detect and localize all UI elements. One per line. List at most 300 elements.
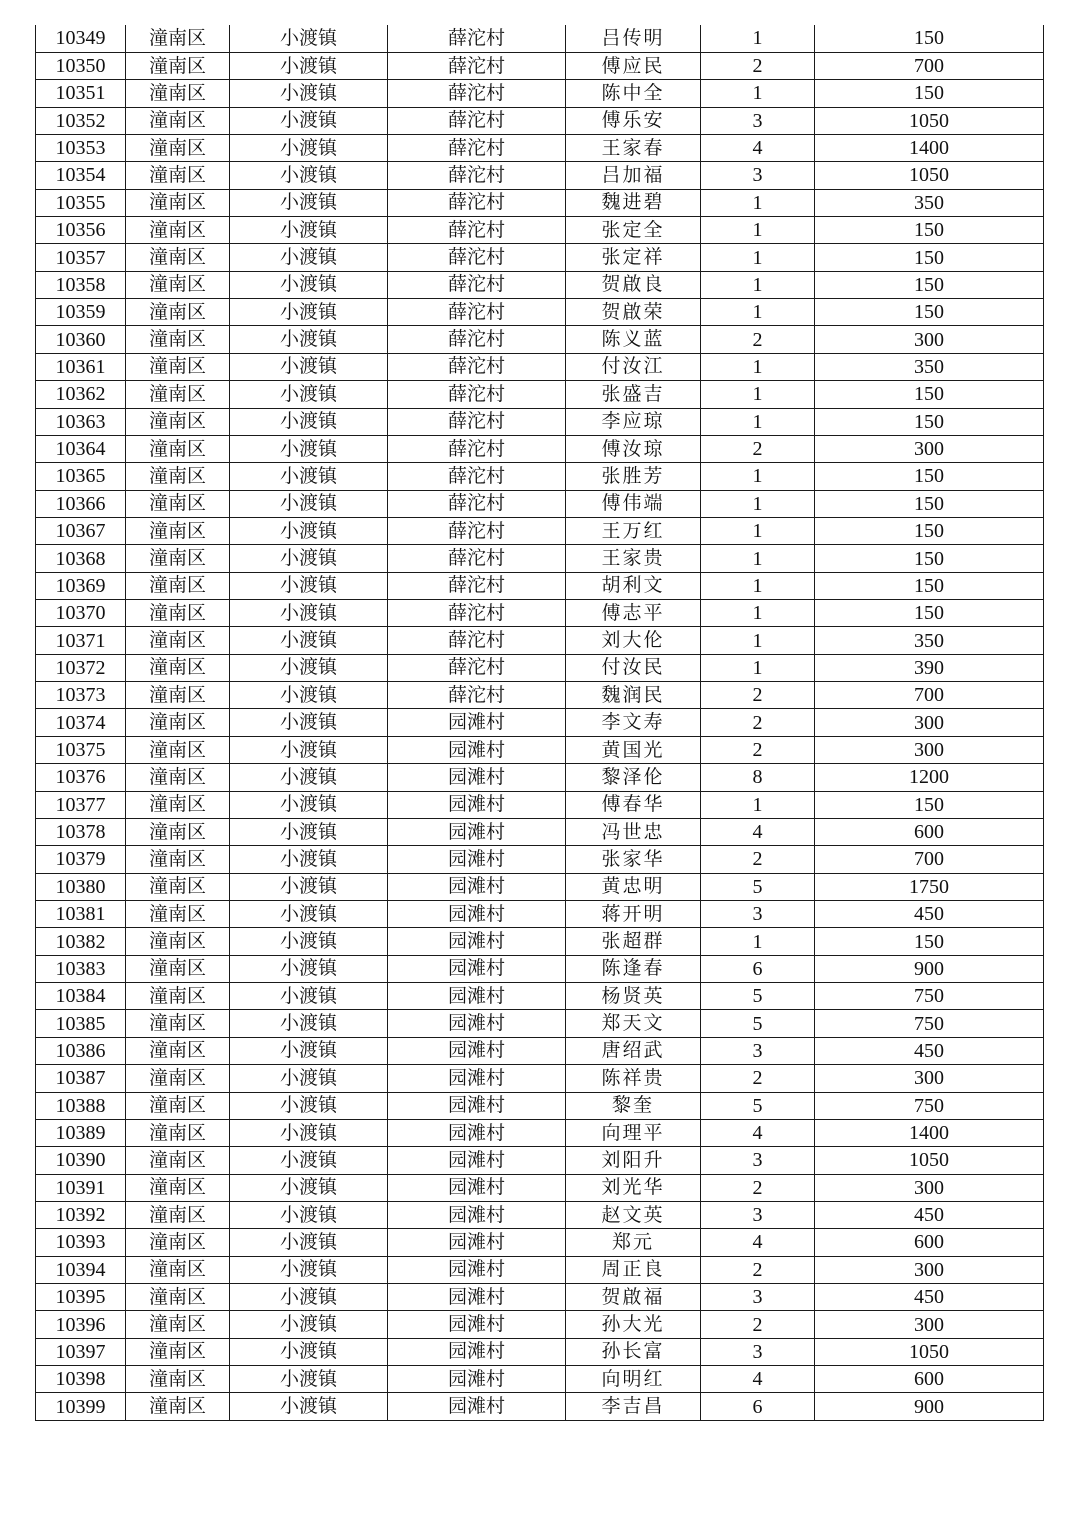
district-cell: 潼南区 — [126, 572, 230, 599]
village-cell: 园滩村 — [388, 928, 566, 955]
district-cell: 潼南区 — [126, 1065, 230, 1092]
district-cell: 潼南区 — [126, 1311, 230, 1338]
town-cell: 小渡镇 — [230, 1311, 388, 1338]
district-cell: 潼南区 — [126, 490, 230, 517]
name-cell: 陈义蓝 — [566, 326, 701, 353]
record-id: 10397 — [36, 1338, 126, 1365]
table-row — [36, 682, 1044, 709]
amount-cell: 600 — [815, 1229, 1044, 1256]
table-row — [36, 846, 1044, 873]
amount-cell: 150 — [815, 244, 1044, 271]
village-cell: 园滩村 — [388, 1366, 566, 1393]
name-cell: 张超群 — [566, 928, 701, 955]
count-cell: 2 — [701, 1311, 815, 1338]
count-cell: 1 — [701, 572, 815, 599]
record-id: 10362 — [36, 381, 126, 408]
district-cell: 潼南区 — [126, 983, 230, 1010]
town-cell: 小渡镇 — [230, 1229, 388, 1256]
district-cell: 潼南区 — [126, 189, 230, 216]
record-id: 10358 — [36, 271, 126, 298]
town-cell: 小渡镇 — [230, 408, 388, 435]
table-row — [36, 1366, 1044, 1393]
table-row — [36, 134, 1044, 161]
count-cell: 2 — [701, 736, 815, 763]
village-cell: 薛沱村 — [388, 435, 566, 462]
town-cell: 小渡镇 — [230, 1366, 388, 1393]
district-cell: 潼南区 — [126, 709, 230, 736]
district-cell: 潼南区 — [126, 818, 230, 845]
name-cell: 陈祥贵 — [566, 1065, 701, 1092]
table-row — [36, 1311, 1044, 1338]
town-cell: 小渡镇 — [230, 490, 388, 517]
town-cell: 小渡镇 — [230, 217, 388, 244]
table-body — [36, 25, 1044, 1420]
amount-cell: 150 — [815, 381, 1044, 408]
record-id: 10355 — [36, 189, 126, 216]
name-cell: 陈逢春 — [566, 955, 701, 982]
count-cell: 1 — [701, 627, 815, 654]
count-cell: 2 — [701, 1256, 815, 1283]
town-cell: 小渡镇 — [230, 134, 388, 161]
amount-cell: 350 — [815, 627, 1044, 654]
district-cell: 潼南区 — [126, 107, 230, 134]
name-cell: 李文寿 — [566, 709, 701, 736]
record-id: 10392 — [36, 1201, 126, 1228]
amount-cell: 300 — [815, 736, 1044, 763]
village-cell: 园滩村 — [388, 1147, 566, 1174]
table-row — [36, 490, 1044, 517]
town-cell: 小渡镇 — [230, 1338, 388, 1365]
count-cell: 4 — [701, 1119, 815, 1146]
count-cell: 2 — [701, 1174, 815, 1201]
village-cell: 薛沱村 — [388, 381, 566, 408]
count-cell: 2 — [701, 326, 815, 353]
count-cell: 3 — [701, 1147, 815, 1174]
village-cell: 园滩村 — [388, 764, 566, 791]
town-cell: 小渡镇 — [230, 353, 388, 380]
village-cell: 薛沱村 — [388, 517, 566, 544]
district-cell: 潼南区 — [126, 244, 230, 271]
table-row — [36, 545, 1044, 572]
village-cell: 薛沱村 — [388, 408, 566, 435]
town-cell: 小渡镇 — [230, 1065, 388, 1092]
table-row — [36, 25, 1044, 52]
table-row — [36, 271, 1044, 298]
count-cell: 4 — [701, 1229, 815, 1256]
village-cell: 园滩村 — [388, 983, 566, 1010]
amount-cell: 300 — [815, 1311, 1044, 1338]
count-cell: 1 — [701, 217, 815, 244]
table-row — [36, 189, 1044, 216]
district-cell: 潼南区 — [126, 162, 230, 189]
town-cell: 小渡镇 — [230, 873, 388, 900]
table-row — [36, 353, 1044, 380]
village-cell: 园滩村 — [388, 1010, 566, 1037]
name-cell: 向理平 — [566, 1119, 701, 1146]
name-cell: 向明红 — [566, 1366, 701, 1393]
record-id: 10389 — [36, 1119, 126, 1146]
village-cell: 薛沱村 — [388, 162, 566, 189]
record-id: 10365 — [36, 463, 126, 490]
amount-cell: 300 — [815, 326, 1044, 353]
village-cell: 薛沱村 — [388, 25, 566, 52]
village-cell: 薛沱村 — [388, 271, 566, 298]
name-cell: 张家华 — [566, 846, 701, 873]
village-cell: 薛沱村 — [388, 326, 566, 353]
name-cell: 孙大光 — [566, 1311, 701, 1338]
record-id: 10376 — [36, 764, 126, 791]
record-id: 10363 — [36, 408, 126, 435]
district-cell: 潼南区 — [126, 299, 230, 326]
count-cell: 1 — [701, 353, 815, 380]
town-cell: 小渡镇 — [230, 983, 388, 1010]
town-cell: 小渡镇 — [230, 791, 388, 818]
district-cell: 潼南区 — [126, 1119, 230, 1146]
village-cell: 园滩村 — [388, 873, 566, 900]
amount-cell: 900 — [815, 1393, 1044, 1420]
name-cell: 黎泽伦 — [566, 764, 701, 791]
name-cell: 魏润民 — [566, 682, 701, 709]
count-cell: 1 — [701, 490, 815, 517]
table-row — [36, 1010, 1044, 1037]
name-cell: 张定全 — [566, 217, 701, 244]
amount-cell: 150 — [815, 572, 1044, 599]
table-row — [36, 1174, 1044, 1201]
name-cell: 傅汝琼 — [566, 435, 701, 462]
district-cell: 潼南区 — [126, 955, 230, 982]
town-cell: 小渡镇 — [230, 955, 388, 982]
count-cell: 2 — [701, 435, 815, 462]
count-cell: 3 — [701, 1284, 815, 1311]
town-cell: 小渡镇 — [230, 1201, 388, 1228]
amount-cell: 150 — [815, 791, 1044, 818]
record-id: 10387 — [36, 1065, 126, 1092]
name-cell: 黄忠明 — [566, 873, 701, 900]
village-cell: 园滩村 — [388, 1037, 566, 1064]
town-cell: 小渡镇 — [230, 271, 388, 298]
amount-cell: 1050 — [815, 162, 1044, 189]
table-row — [36, 1393, 1044, 1420]
record-id: 10368 — [36, 545, 126, 572]
count-cell: 1 — [701, 463, 815, 490]
record-id: 10356 — [36, 217, 126, 244]
amount-cell: 600 — [815, 1366, 1044, 1393]
name-cell: 冯世忠 — [566, 818, 701, 845]
amount-cell: 150 — [815, 80, 1044, 107]
district-cell: 潼南区 — [126, 901, 230, 928]
village-cell: 薛沱村 — [388, 189, 566, 216]
village-cell: 园滩村 — [388, 955, 566, 982]
village-cell: 薛沱村 — [388, 600, 566, 627]
table-row — [36, 381, 1044, 408]
table-row — [36, 107, 1044, 134]
town-cell: 小渡镇 — [230, 901, 388, 928]
table-row — [36, 1065, 1044, 1092]
table-row — [36, 1256, 1044, 1283]
village-cell: 薛沱村 — [388, 217, 566, 244]
name-cell: 贺啟荣 — [566, 299, 701, 326]
district-cell: 潼南区 — [126, 1366, 230, 1393]
village-cell: 薛沱村 — [388, 463, 566, 490]
name-cell: 刘光华 — [566, 1174, 701, 1201]
count-cell: 3 — [701, 162, 815, 189]
record-id: 10378 — [36, 818, 126, 845]
table-row — [36, 80, 1044, 107]
amount-cell: 150 — [815, 545, 1044, 572]
table-row — [36, 299, 1044, 326]
district-cell: 潼南区 — [126, 764, 230, 791]
count-cell: 2 — [701, 1065, 815, 1092]
amount-cell: 1050 — [815, 107, 1044, 134]
district-cell: 潼南区 — [126, 353, 230, 380]
town-cell: 小渡镇 — [230, 682, 388, 709]
town-cell: 小渡镇 — [230, 600, 388, 627]
record-id: 10373 — [36, 682, 126, 709]
amount-cell: 450 — [815, 1037, 1044, 1064]
district-cell: 潼南区 — [126, 517, 230, 544]
count-cell: 5 — [701, 1010, 815, 1037]
name-cell: 张盛吉 — [566, 381, 701, 408]
table-row — [36, 1092, 1044, 1119]
amount-cell: 450 — [815, 1201, 1044, 1228]
count-cell: 6 — [701, 955, 815, 982]
amount-cell: 700 — [815, 52, 1044, 79]
name-cell: 王家贵 — [566, 545, 701, 572]
village-cell: 薛沱村 — [388, 490, 566, 517]
town-cell: 小渡镇 — [230, 435, 388, 462]
count-cell: 1 — [701, 244, 815, 271]
village-cell: 薛沱村 — [388, 52, 566, 79]
table-row — [36, 1338, 1044, 1365]
district-cell: 潼南区 — [126, 80, 230, 107]
district-cell: 潼南区 — [126, 846, 230, 873]
name-cell: 王家春 — [566, 134, 701, 161]
count-cell: 1 — [701, 600, 815, 627]
record-id: 10394 — [36, 1256, 126, 1283]
village-cell: 园滩村 — [388, 1284, 566, 1311]
record-id: 10382 — [36, 928, 126, 955]
record-id: 10390 — [36, 1147, 126, 1174]
table-row — [36, 600, 1044, 627]
amount-cell: 750 — [815, 1010, 1044, 1037]
count-cell: 1 — [701, 545, 815, 572]
count-cell: 2 — [701, 846, 815, 873]
amount-cell: 300 — [815, 435, 1044, 462]
record-id: 10398 — [36, 1366, 126, 1393]
table-row — [36, 709, 1044, 736]
amount-cell: 1050 — [815, 1338, 1044, 1365]
town-cell: 小渡镇 — [230, 1174, 388, 1201]
data-table — [35, 25, 1044, 1421]
record-id: 10370 — [36, 600, 126, 627]
town-cell: 小渡镇 — [230, 572, 388, 599]
town-cell: 小渡镇 — [230, 1010, 388, 1037]
district-cell: 潼南区 — [126, 736, 230, 763]
district-cell: 潼南区 — [126, 873, 230, 900]
name-cell: 贺啟良 — [566, 271, 701, 298]
district-cell: 潼南区 — [126, 1010, 230, 1037]
amount-cell: 1750 — [815, 873, 1044, 900]
village-cell: 薛沱村 — [388, 682, 566, 709]
village-cell: 园滩村 — [388, 846, 566, 873]
amount-cell: 900 — [815, 955, 1044, 982]
table-row — [36, 52, 1044, 79]
amount-cell: 1400 — [815, 134, 1044, 161]
village-cell: 园滩村 — [388, 1338, 566, 1365]
record-id: 10367 — [36, 517, 126, 544]
amount-cell: 150 — [815, 928, 1044, 955]
name-cell: 傅春华 — [566, 791, 701, 818]
table-row — [36, 1119, 1044, 1146]
name-cell: 付汝江 — [566, 353, 701, 380]
table-row — [36, 928, 1044, 955]
record-id: 10366 — [36, 490, 126, 517]
amount-cell: 700 — [815, 682, 1044, 709]
village-cell: 薛沱村 — [388, 627, 566, 654]
table-row — [36, 1229, 1044, 1256]
district-cell: 潼南区 — [126, 1229, 230, 1256]
amount-cell: 150 — [815, 600, 1044, 627]
amount-cell: 300 — [815, 1256, 1044, 1283]
village-cell: 薛沱村 — [388, 654, 566, 681]
record-id: 10360 — [36, 326, 126, 353]
district-cell: 潼南区 — [126, 271, 230, 298]
record-id: 10371 — [36, 627, 126, 654]
district-cell: 潼南区 — [126, 217, 230, 244]
amount-cell: 750 — [815, 983, 1044, 1010]
name-cell: 傅应民 — [566, 52, 701, 79]
amount-cell: 150 — [815, 271, 1044, 298]
district-cell: 潼南区 — [126, 1037, 230, 1064]
village-cell: 薛沱村 — [388, 299, 566, 326]
name-cell: 李吉昌 — [566, 1393, 701, 1420]
table-row — [36, 217, 1044, 244]
town-cell: 小渡镇 — [230, 709, 388, 736]
name-cell: 贺啟福 — [566, 1284, 701, 1311]
town-cell: 小渡镇 — [230, 1284, 388, 1311]
count-cell: 2 — [701, 682, 815, 709]
amount-cell: 390 — [815, 654, 1044, 681]
count-cell: 1 — [701, 189, 815, 216]
district-cell: 潼南区 — [126, 326, 230, 353]
district-cell: 潼南区 — [126, 408, 230, 435]
village-cell: 薛沱村 — [388, 353, 566, 380]
village-cell: 园滩村 — [388, 901, 566, 928]
table-row — [36, 873, 1044, 900]
amount-cell: 1050 — [815, 1147, 1044, 1174]
town-cell: 小渡镇 — [230, 326, 388, 353]
town-cell: 小渡镇 — [230, 107, 388, 134]
record-id: 10352 — [36, 107, 126, 134]
count-cell: 3 — [701, 107, 815, 134]
district-cell: 潼南区 — [126, 1284, 230, 1311]
town-cell: 小渡镇 — [230, 189, 388, 216]
village-cell: 园滩村 — [388, 1065, 566, 1092]
town-cell: 小渡镇 — [230, 736, 388, 763]
amount-cell: 1200 — [815, 764, 1044, 791]
count-cell: 1 — [701, 928, 815, 955]
record-id: 10384 — [36, 983, 126, 1010]
name-cell: 刘大伦 — [566, 627, 701, 654]
count-cell: 4 — [701, 134, 815, 161]
table-row — [36, 326, 1044, 353]
village-cell: 园滩村 — [388, 1119, 566, 1146]
count-cell: 1 — [701, 517, 815, 544]
amount-cell: 600 — [815, 818, 1044, 845]
town-cell: 小渡镇 — [230, 299, 388, 326]
amount-cell: 350 — [815, 189, 1044, 216]
count-cell: 2 — [701, 709, 815, 736]
name-cell: 杨贤英 — [566, 983, 701, 1010]
record-id: 10369 — [36, 572, 126, 599]
village-cell: 园滩村 — [388, 1311, 566, 1338]
amount-cell: 150 — [815, 217, 1044, 244]
district-cell: 潼南区 — [126, 435, 230, 462]
town-cell: 小渡镇 — [230, 517, 388, 544]
count-cell: 4 — [701, 1366, 815, 1393]
village-cell: 薛沱村 — [388, 134, 566, 161]
amount-cell: 450 — [815, 1284, 1044, 1311]
town-cell: 小渡镇 — [230, 1119, 388, 1146]
town-cell: 小渡镇 — [230, 162, 388, 189]
village-cell: 薛沱村 — [388, 244, 566, 271]
name-cell: 周正良 — [566, 1256, 701, 1283]
district-cell: 潼南区 — [126, 600, 230, 627]
name-cell: 唐绍武 — [566, 1037, 701, 1064]
record-id: 10364 — [36, 435, 126, 462]
town-cell: 小渡镇 — [230, 818, 388, 845]
count-cell: 1 — [701, 25, 815, 52]
amount-cell: 150 — [815, 463, 1044, 490]
record-id: 10375 — [36, 736, 126, 763]
amount-cell: 450 — [815, 901, 1044, 928]
table-row — [36, 244, 1044, 271]
name-cell: 蒋开明 — [566, 901, 701, 928]
count-cell: 5 — [701, 983, 815, 1010]
count-cell: 1 — [701, 408, 815, 435]
count-cell: 1 — [701, 654, 815, 681]
district-cell: 潼南区 — [126, 627, 230, 654]
district-cell: 潼南区 — [126, 381, 230, 408]
count-cell: 2 — [701, 52, 815, 79]
name-cell: 王万红 — [566, 517, 701, 544]
record-id: 10380 — [36, 873, 126, 900]
table-row — [36, 654, 1044, 681]
count-cell: 3 — [701, 1037, 815, 1064]
amount-cell: 150 — [815, 25, 1044, 52]
town-cell: 小渡镇 — [230, 1092, 388, 1119]
name-cell: 郑天文 — [566, 1010, 701, 1037]
village-cell: 薛沱村 — [388, 572, 566, 599]
name-cell: 黎奎 — [566, 1092, 701, 1119]
table-row — [36, 901, 1044, 928]
amount-cell: 750 — [815, 1092, 1044, 1119]
name-cell: 魏进碧 — [566, 189, 701, 216]
count-cell: 1 — [701, 791, 815, 818]
record-id: 10353 — [36, 134, 126, 161]
village-cell: 薛沱村 — [388, 80, 566, 107]
town-cell: 小渡镇 — [230, 1147, 388, 1174]
district-cell: 潼南区 — [126, 463, 230, 490]
district-cell: 潼南区 — [126, 1174, 230, 1201]
record-id: 10349 — [36, 25, 126, 52]
count-cell: 1 — [701, 80, 815, 107]
count-cell: 6 — [701, 1393, 815, 1420]
town-cell: 小渡镇 — [230, 1037, 388, 1064]
table-row — [36, 818, 1044, 845]
village-cell: 园滩村 — [388, 1256, 566, 1283]
village-cell: 园滩村 — [388, 1229, 566, 1256]
